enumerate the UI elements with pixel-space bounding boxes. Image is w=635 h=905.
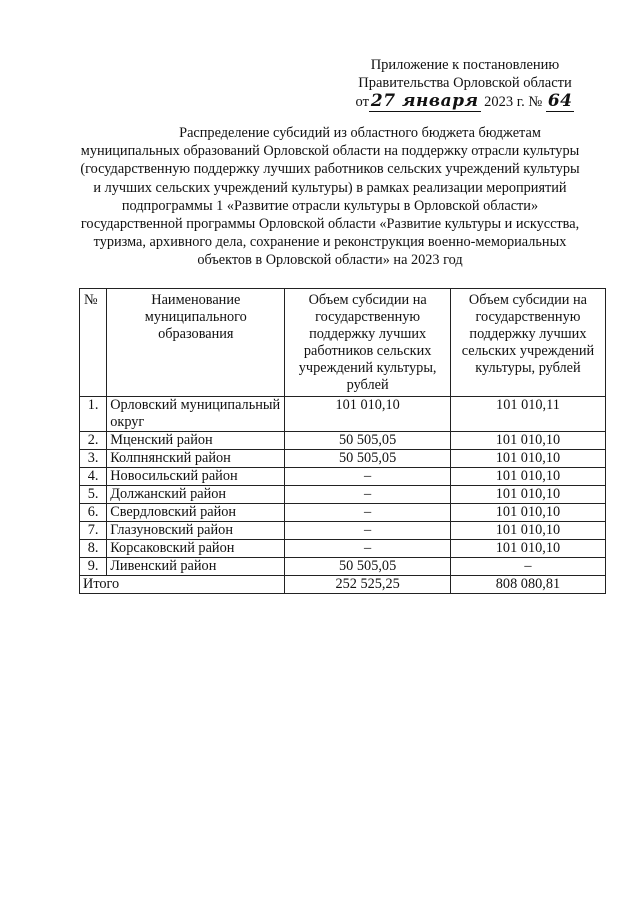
row-no: 1. bbox=[80, 397, 107, 432]
title-text: Распределение субсидий из областного бюджета бюджетам муниципальных образований Орловской области на поддержку отрасли культуры (государственную поддержку лучших работников сельских учреждений культуры и лучших сельских учреждений культуры) в рамках реализации мероприятий подпрограммы 1 «Развитие отрасли культуры в Орловской области» государственной программы Орловской области «Развитие культуры и искусства, туризма, архивного дела, сохранение и реконструкция военно-мемориальных объектов в Орловской области» на 2023 год bbox=[80, 125, 580, 269]
header-col-a: Объем субсидии на государственную поддержку лучших работников сельских учреждений культуры, рублей bbox=[285, 289, 451, 397]
row-no: 6. bbox=[80, 504, 107, 522]
row-name: Орловский муниципальный округ bbox=[107, 397, 285, 432]
row-col-b: 101 010,10 bbox=[450, 540, 605, 558]
table-row bbox=[80, 504, 606, 522]
table-row bbox=[80, 558, 606, 576]
row-col-a: 50 505,05 bbox=[285, 558, 451, 576]
table-row bbox=[80, 450, 606, 468]
document-title bbox=[80, 124, 580, 270]
row-name: Мценский район bbox=[107, 432, 285, 450]
appendix-header bbox=[330, 56, 600, 111]
row-col-a: – bbox=[285, 468, 451, 486]
table-row bbox=[80, 522, 606, 540]
row-name: Ливенский район bbox=[107, 558, 285, 576]
row-col-a: 50 505,05 bbox=[285, 432, 451, 450]
row-col-a: 101 010,10 bbox=[285, 397, 451, 432]
row-col-b: 101 010,10 bbox=[450, 522, 605, 540]
handwritten-number: 64 bbox=[547, 91, 573, 111]
row-col-b: 101 010,10 bbox=[450, 504, 605, 522]
header-name: Наименование муниципального образования bbox=[107, 289, 285, 397]
row-col-b: 101 010,10 bbox=[450, 486, 605, 504]
total-row bbox=[80, 576, 606, 594]
row-name: Корсаковский район bbox=[107, 540, 285, 558]
decree-date-line bbox=[330, 92, 600, 111]
row-name: Колпнянский район bbox=[107, 450, 285, 468]
table-header-row bbox=[80, 289, 606, 397]
row-col-b: 101 010,10 bbox=[450, 432, 605, 450]
row-col-b: 101 010,11 bbox=[450, 397, 605, 432]
row-col-a: – bbox=[285, 522, 451, 540]
row-col-a: 50 505,05 bbox=[285, 450, 451, 468]
row-no: 2. bbox=[80, 432, 107, 450]
row-no: 3. bbox=[80, 450, 107, 468]
row-col-a: – bbox=[285, 540, 451, 558]
date-prefix: от bbox=[355, 94, 369, 110]
row-no: 9. bbox=[80, 558, 107, 576]
row-col-a: – bbox=[285, 504, 451, 522]
total-col-a: 252 525,25 bbox=[285, 576, 451, 594]
total-col-b: 808 080,81 bbox=[450, 576, 605, 594]
row-name: Глазуновский район bbox=[107, 522, 285, 540]
row-no: 4. bbox=[80, 468, 107, 486]
table-row bbox=[80, 468, 606, 486]
table-row bbox=[80, 432, 606, 450]
row-name: Должанский район bbox=[107, 486, 285, 504]
table-row bbox=[80, 397, 606, 432]
subsidy-table bbox=[79, 288, 606, 594]
row-col-b: 101 010,10 bbox=[450, 468, 605, 486]
row-no: 7. bbox=[80, 522, 107, 540]
appendix-line-2: Правительства Орловской области bbox=[358, 75, 572, 91]
header-col-b: Объем субсидии на государственную поддержку лучших сельских учреждений культуры, рублей bbox=[450, 289, 605, 397]
appendix-line-1: Приложение к постановлению bbox=[370, 57, 560, 73]
table-row bbox=[80, 486, 606, 504]
row-col-b: 101 010,10 bbox=[450, 450, 605, 468]
date-year: 2023 г. № bbox=[484, 94, 543, 110]
row-col-b: – bbox=[450, 558, 605, 576]
row-name: Новосильский район bbox=[107, 468, 285, 486]
handwritten-date: 27 января bbox=[370, 91, 479, 111]
table-row bbox=[80, 540, 606, 558]
row-no: 8. bbox=[80, 540, 107, 558]
total-label: Итого bbox=[80, 576, 285, 594]
header-no: № bbox=[80, 289, 107, 397]
row-col-a: – bbox=[285, 486, 451, 504]
row-no: 5. bbox=[80, 486, 107, 504]
row-name: Свердловский район bbox=[107, 504, 285, 522]
